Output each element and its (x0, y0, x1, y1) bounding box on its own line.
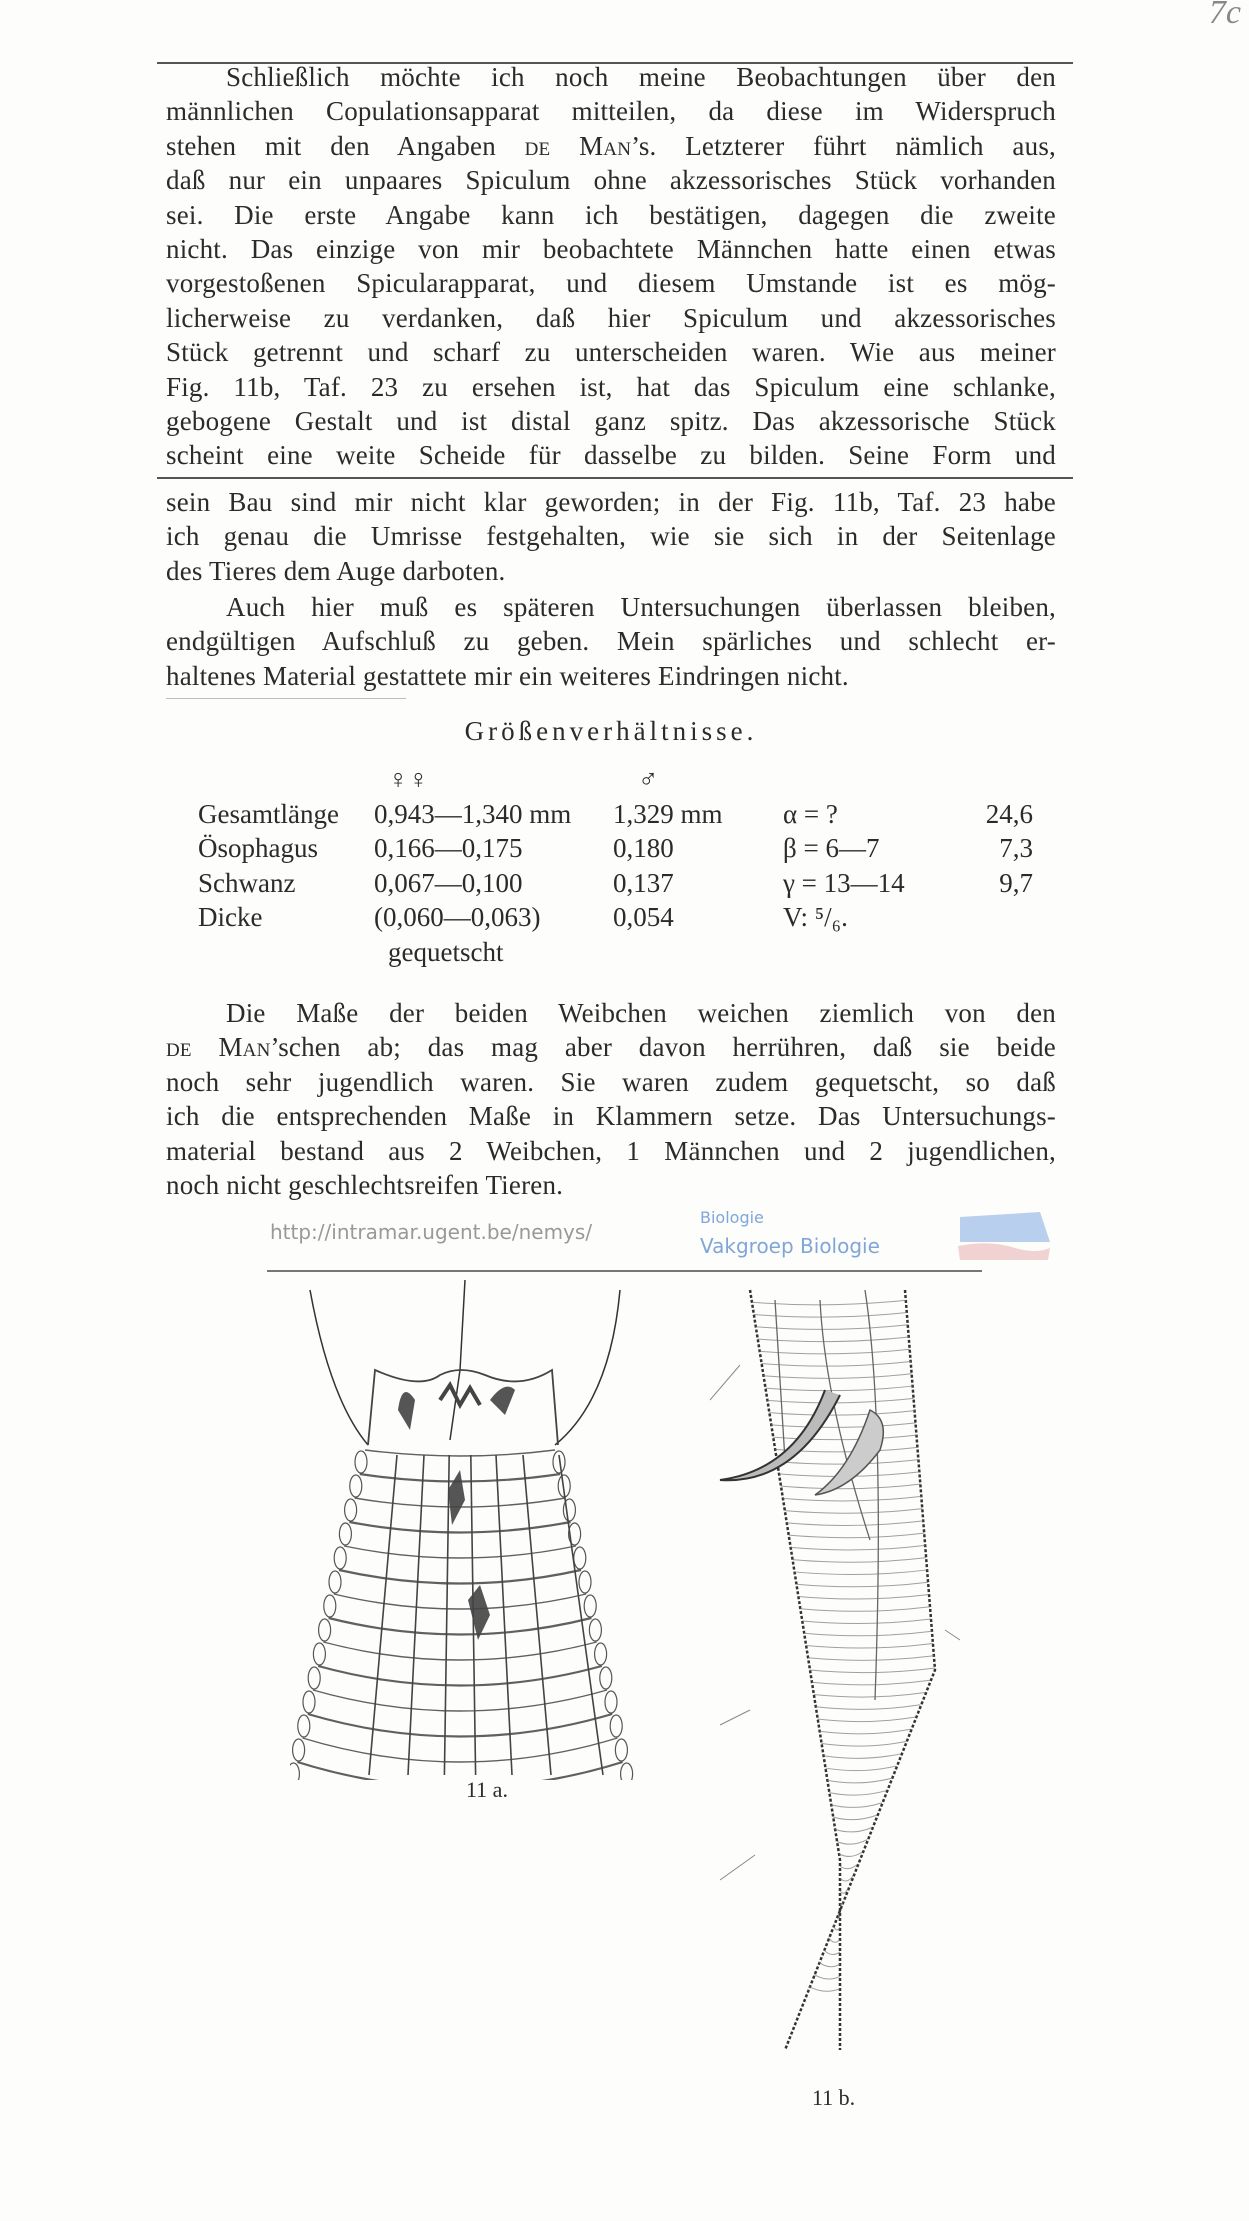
cuticle-ring (812, 1680, 930, 1685)
cuticle-ring (765, 1386, 912, 1391)
cuticle-ring (793, 1558, 927, 1563)
paragraph-1 (166, 60, 1056, 473)
cuticle-ring (334, 1594, 586, 1609)
text-line (166, 198, 1056, 232)
figure-11a-drawing (290, 1280, 660, 1780)
text-segment: sei. Die erste Angabe kann ich bestätigen, dagegen die zweite (166, 199, 1056, 230)
table-cell: 1,329 mm (613, 798, 723, 829)
text-segment: des Tieres dem Auge darboten. (166, 555, 506, 586)
annule-bead (324, 1595, 336, 1617)
text-segment: Auch hier muß es späteren Untersuchungen überlassen bleiben, (226, 592, 1056, 622)
cuticle-ring (819, 1962, 840, 1967)
watermark-url: http://intramar.ugent.be/nemys/ (270, 1220, 593, 1244)
cuticle-ring (760, 1349, 910, 1354)
annule-bead (355, 1451, 367, 1473)
table-cell: 0,180 (613, 833, 674, 863)
text-line (166, 438, 1056, 472)
pigment-spot (468, 1585, 490, 1640)
gubernaculum (815, 1410, 883, 1495)
table-cell: 7,3 (999, 833, 1033, 863)
text-line (166, 1168, 1056, 1202)
text-line (166, 519, 1056, 553)
annule-bead (329, 1571, 341, 1593)
cuticle-ring (829, 1791, 886, 1796)
paragraph-1-continued (166, 485, 1056, 588)
figure-11b-label: 11 b. (812, 2085, 856, 2110)
annule-bead (579, 1571, 591, 1593)
cuticle-ring (804, 1631, 932, 1636)
cuticle-ring (762, 1362, 911, 1367)
table-cell: 0,067—0,100 (374, 867, 523, 898)
text-segment: Schließlich möchte ich noch meine Beobachtungen über den (226, 62, 1056, 92)
cuticle-ring (829, 1938, 840, 1943)
cuticle-ring (837, 1840, 867, 1845)
cuticle-ring (806, 1643, 933, 1648)
text-line (166, 590, 1056, 624)
cuticle-ring (818, 1717, 916, 1722)
seta (710, 1365, 960, 1880)
cuticle-ring (833, 1815, 877, 1820)
text-segment: ich genau die Umrisse festgehalten, wie sie sich in der Seitenlage (166, 521, 1056, 552)
longitudinal-line (408, 1455, 424, 1775)
cuticle-ring (796, 1582, 928, 1587)
cuticle-ring (297, 1762, 622, 1780)
text-line (166, 129, 1056, 163)
cuticle-ring (835, 1827, 872, 1832)
cuticle-ring (787, 1521, 924, 1526)
head-outline (368, 1370, 558, 1445)
text-line (166, 1065, 1056, 1099)
text-line (166, 1099, 1056, 1133)
text-line (166, 659, 1056, 693)
cuticle-ring (791, 1545, 926, 1550)
annule-bead (595, 1643, 607, 1665)
cuticle-ring (769, 1411, 914, 1416)
cuticle-ring (816, 1705, 921, 1710)
internal-line (775, 1290, 878, 1700)
text-segment: licherweise zu verdanken, daß hier Spiculum und akzessorisches (166, 302, 1056, 333)
annule-bead (339, 1523, 351, 1545)
cuticle-ring (820, 1729, 911, 1734)
cuticle-ring (795, 1570, 928, 1575)
column-header: ♀♀ (388, 764, 429, 794)
text-segment: noch nicht geschlechtsreifen Tieren. (166, 1169, 564, 1200)
table-cell: (0,060—0,063) (374, 902, 541, 932)
table-cell: Schwanz (198, 867, 296, 898)
watermark-logo (950, 1212, 1060, 1262)
cuticle-ring (773, 1435, 916, 1440)
text-segment: nicht. Das einzige von mir beobachtete Männchen hatte einen etwas (166, 233, 1056, 264)
paragraph-3 (166, 996, 1056, 1202)
text-line (166, 335, 1056, 369)
jaw-mark (398, 1392, 415, 1430)
cuticle-ring (809, 1987, 840, 1992)
cuticle-ring (758, 1337, 909, 1342)
longitudinal-line (523, 1455, 551, 1775)
divider (166, 698, 406, 699)
annule-bead (600, 1667, 612, 1689)
text-segment: gebogene Gestalt und ist distal ganz spitz. Das akzessorische Stück (166, 405, 1056, 436)
pigment-spot (448, 1470, 465, 1525)
cuticle-ring (349, 1522, 570, 1533)
cuticle-ring (814, 1974, 840, 1979)
text-segment: noch sehr jugendlich waren. Sie waren zudem gequetscht, so daß (166, 1066, 1056, 1097)
table-cell: 0,054 (613, 902, 674, 932)
annule-bead (584, 1595, 596, 1617)
table-cell: 0,166—0,175 (374, 833, 523, 863)
column-rule (157, 477, 1073, 479)
text-segment: stehen mit den Angaben (166, 130, 525, 161)
bristle (310, 1290, 368, 1445)
cuticle-ring (783, 1496, 922, 1501)
cuticle-ring (339, 1570, 581, 1584)
figure-11b-drawing (700, 1280, 1020, 2060)
text-segment: Fig. 11b, Taf. 23 zu ersehen ist, hat das Spiculum eine schlanke, (166, 371, 1056, 402)
cuticle-ring (771, 1423, 915, 1428)
column-header: ♂ (638, 764, 659, 794)
text-line (166, 232, 1056, 266)
annule-bead (290, 1763, 299, 1780)
text-line (166, 301, 1056, 335)
cuticle-ring (365, 1450, 555, 1456)
annule-bead (334, 1547, 346, 1569)
cuticle-ring (800, 1607, 930, 1612)
paragraph-2 (166, 590, 1056, 693)
figure-rule (267, 1270, 982, 1272)
cuticle-ring (329, 1618, 592, 1635)
jaw-mark (440, 1385, 480, 1405)
text-segment: material bestand aus 2 Weibchen, 1 Männchen und 2 jugendlichen, (166, 1135, 1056, 1166)
annule-bead (574, 1547, 586, 1569)
cuticle-ring (808, 1656, 934, 1661)
annule-bead (615, 1739, 627, 1761)
cuticle-ring (825, 1766, 896, 1771)
cuticle-ring (785, 1509, 923, 1514)
text-segment: ’schen ab; das mag aber davon herrühren, daß sie beide (270, 1032, 1056, 1063)
annule-bead (610, 1715, 622, 1737)
text-segment: Die Maße der beiden Weibchen weichen ziemlich von den (226, 998, 1056, 1028)
text-segment: haltenes Material gestattete mir ein weiteres Eindringen nicht. (166, 660, 849, 691)
annule-bead (298, 1715, 310, 1737)
text-line (166, 624, 1056, 658)
longitudinal-line (444, 1455, 449, 1775)
annule-bead (589, 1619, 601, 1641)
text-line (166, 1134, 1056, 1168)
text-segment: ’s. Letzterer führt nämlich aus, (631, 130, 1056, 161)
text-line (166, 163, 1056, 197)
jaw-mark (490, 1387, 515, 1415)
cuticle-ring (303, 1738, 618, 1762)
cuticle-ring (822, 1742, 906, 1747)
text-line (166, 554, 1056, 588)
text-segment: vorgestoßenen Spicularapparat, und diesem Umstande ist es mög- (166, 268, 1056, 299)
figure-11a-label: 11 a. (466, 1777, 508, 1802)
table-cell: α = ? (783, 798, 838, 829)
cuticle-ring (798, 1594, 929, 1599)
text-line (166, 485, 1056, 519)
annule-bead (319, 1619, 331, 1641)
text-segment: scheint eine weite Scheide für dasselbe zu bilden. Seine Form und (166, 440, 1056, 471)
cuticle-ring (824, 1754, 902, 1759)
cuticle-ring (831, 1803, 881, 1808)
cuticle-ring (824, 1950, 840, 1955)
text-line (166, 370, 1056, 404)
cuticle-ring (756, 1325, 908, 1330)
table-cell: β = 6—7 (783, 833, 880, 863)
annule-bead (345, 1499, 357, 1521)
cuticle-ring (781, 1484, 921, 1489)
cuticle-ring (767, 1398, 913, 1403)
table-cell: Dicke (198, 902, 263, 932)
longitudinal-line (496, 1455, 512, 1775)
annule-bead (293, 1739, 305, 1761)
text-line (166, 60, 1056, 94)
cuticle-ring (344, 1546, 576, 1558)
cuticle-ring (313, 1690, 607, 1711)
cuticle-ring (839, 1852, 862, 1857)
cuticle-ring (789, 1533, 925, 1538)
bristle (450, 1280, 465, 1440)
text-segment: endgültigen Aufschluß zu geben. Mein spärliches und schlecht er- (166, 626, 1056, 657)
cuticle-ring (323, 1642, 596, 1660)
cuticle-ring (810, 1668, 935, 1673)
table-cell: Gesamtlänge (198, 798, 339, 829)
text-line (166, 404, 1056, 438)
table-cell: 9,7 (999, 867, 1033, 898)
watermark-top-text: Biologie (700, 1208, 764, 1227)
cuticle-ring (827, 1778, 891, 1783)
annule-bead (553, 1451, 565, 1473)
cuticle-ring (802, 1619, 931, 1624)
text-line (166, 1030, 1056, 1064)
annule-bead (308, 1667, 320, 1689)
annule-bead (621, 1763, 633, 1780)
cuticle-ring (754, 1313, 907, 1318)
cuticle-ring (764, 1374, 912, 1379)
author-name: de Man (166, 1032, 271, 1063)
annule-bead (313, 1643, 325, 1665)
text-segment: ich die entsprechenden Maße in Klammern setze. Das Untersuchungs- (166, 1101, 1056, 1132)
cuticle-ring (840, 1864, 858, 1869)
bristle (555, 1290, 620, 1445)
handwritten-page-mark: 7c (1208, 0, 1241, 31)
text-line (166, 266, 1056, 300)
watermark-middle-text: Vakgroep Biologie (700, 1234, 880, 1258)
cuticle-ring (308, 1714, 612, 1737)
table-cell: γ = 13—14 (783, 867, 905, 898)
text-line (166, 94, 1056, 128)
table-cell: 0,137 (613, 867, 674, 898)
annule-bead (350, 1475, 362, 1497)
table-cell: 0,943—1,340 mm (374, 798, 572, 829)
annule-bead (605, 1691, 617, 1713)
cuticle-ring (840, 1901, 843, 1906)
text-segment: männlichen Copulationsapparat mitteilen, da diese im Widerspruch (166, 96, 1056, 127)
annule-bead (303, 1691, 315, 1713)
text-segment: sein Bau sind mir nicht klar geworden; in der Fig. 11b, Taf. 23 habe (166, 487, 1056, 517)
text-line (166, 996, 1056, 1030)
table-cell: V: ⁵/₆. (783, 902, 848, 932)
table-cell: gequetscht (388, 936, 504, 967)
cuticle-ring (814, 1693, 925, 1698)
table-title: Größenverhältnisse. (464, 716, 758, 746)
longitudinal-line (559, 1455, 603, 1775)
longitudinal-line (369, 1455, 397, 1775)
spiculum (720, 1390, 840, 1480)
table-cell: 24,6 (985, 798, 1033, 829)
text-segment: Stück getrennt und scharf zu unterscheiden waren. Wie aus meiner (166, 337, 1056, 368)
cuticle-ring (318, 1666, 602, 1686)
text-segment: daß nur ein unpaares Spiculum ohne akzessorisches Stück vorhanden (166, 165, 1056, 196)
table-cell: Ösophagus (198, 833, 318, 863)
author-name: de Man (524, 130, 632, 161)
